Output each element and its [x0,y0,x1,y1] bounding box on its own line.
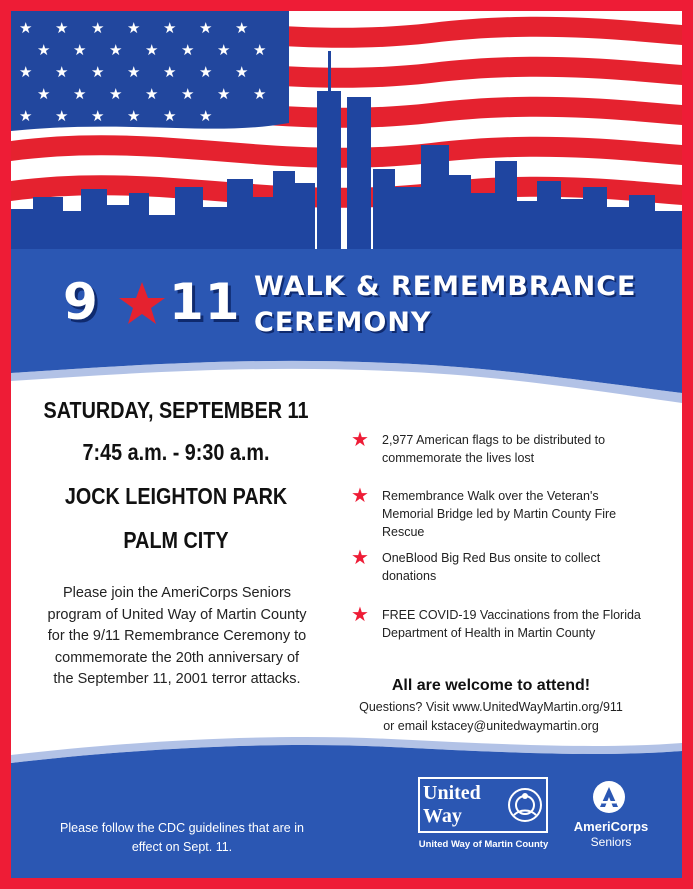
contact-email[interactable]: or email kstacey@unitedwaymartin.org [383,719,599,733]
svg-text:★: ★ [91,63,105,81]
svg-text:★: ★ [199,107,213,125]
red-star-icon: ★ [351,485,369,507]
footer-band [11,745,682,878]
americorps-name: AmeriCorps [573,819,649,834]
svg-text:★: ★ [163,19,177,37]
svg-text:★: ★ [127,107,141,125]
svg-text:★: ★ [19,63,33,81]
svg-text:★: ★ [199,19,213,37]
svg-text:★: ★ [235,19,249,37]
highlight-text: OneBlood Big Red Bus onsite to collect donations [382,551,601,583]
svg-text:★: ★ [55,63,69,81]
united-way-word-1: United [423,782,481,804]
americorps-logo-icon [593,781,625,813]
svg-text:★: ★ [217,85,231,103]
united-way-word-2: Way [423,805,462,827]
svg-text:★: ★ [217,41,231,59]
red-star-icon: ★ [351,429,369,451]
svg-text:★: ★ [127,19,141,37]
cdc-guideline-note: Please follow the CDC guidelines that are in effect on Sept. 11. [60,821,304,854]
event-description: Please join the AmeriCorps Seniors program of United Way of Martin County for the 9/11 Remembrance Ceremony to commemorate the 20th anniversary of the September 11, 2001 terror attacks. [47,585,307,687]
svg-text:★: ★ [91,107,105,125]
svg-text:★: ★ [55,107,69,125]
svg-text:★: ★ [19,107,33,125]
contact-website[interactable]: Questions? Visit www.UnitedWayMartin.org/911 [359,700,623,714]
event-time: 7:45 a.m. - 9:30 a.m. [82,439,270,465]
svg-text:★: ★ [181,85,195,103]
title-line-1: WALK & REMEMBRANCE [254,271,637,302]
highlight-text: 2,977 American flags to be distributed to commemorate the lives lost [382,433,606,465]
svg-text:★: ★ [199,63,213,81]
svg-text:★: ★ [145,85,159,103]
flyer [11,11,682,878]
event-date: SATURDAY, SEPTEMBER 11 [43,397,309,423]
united-way-hand-icon [506,785,544,825]
title-number-11: 11 [169,273,241,331]
welcome-message: All are welcome to attend! [391,677,591,694]
highlight-text: FREE COVID-19 Vaccinations from the Florida Department of Health in Martin County [382,608,641,640]
united-way-logo [418,777,548,833]
svg-text:★: ★ [127,63,141,81]
svg-text:★: ★ [37,85,51,103]
event-city: PALM CITY [123,527,229,553]
title-number-9: 9 [63,273,99,331]
svg-text:★: ★ [109,41,123,59]
red-star-icon: ★ [351,604,369,626]
svg-text:★: ★ [55,19,69,37]
svg-text:★: ★ [73,41,87,59]
highlight-text: Remembrance Walk over the Veteran's Memorial Bridge led by Martin County Fire Rescue [382,489,617,539]
svg-text:★: ★ [163,63,177,81]
red-star-icon: ★ [351,547,369,569]
title-line-2: CEREMONY [254,307,432,338]
svg-text:★: ★ [73,85,87,103]
svg-text:★: ★ [109,85,123,103]
united-way-caption: United Way of Martin County [418,839,549,850]
svg-text:★: ★ [19,19,33,37]
event-venue: JOCK LEIGHTON PARK [64,483,288,509]
svg-text:★: ★ [91,19,105,37]
svg-text:★: ★ [37,41,51,59]
svg-text:★: ★ [181,41,195,59]
svg-text:★: ★ [145,41,159,59]
svg-text:★: ★ [253,85,267,103]
americorps-sub: Seniors [590,835,632,849]
svg-text:★: ★ [253,41,267,59]
svg-text:★: ★ [163,107,177,125]
svg-text:★: ★ [235,63,249,81]
